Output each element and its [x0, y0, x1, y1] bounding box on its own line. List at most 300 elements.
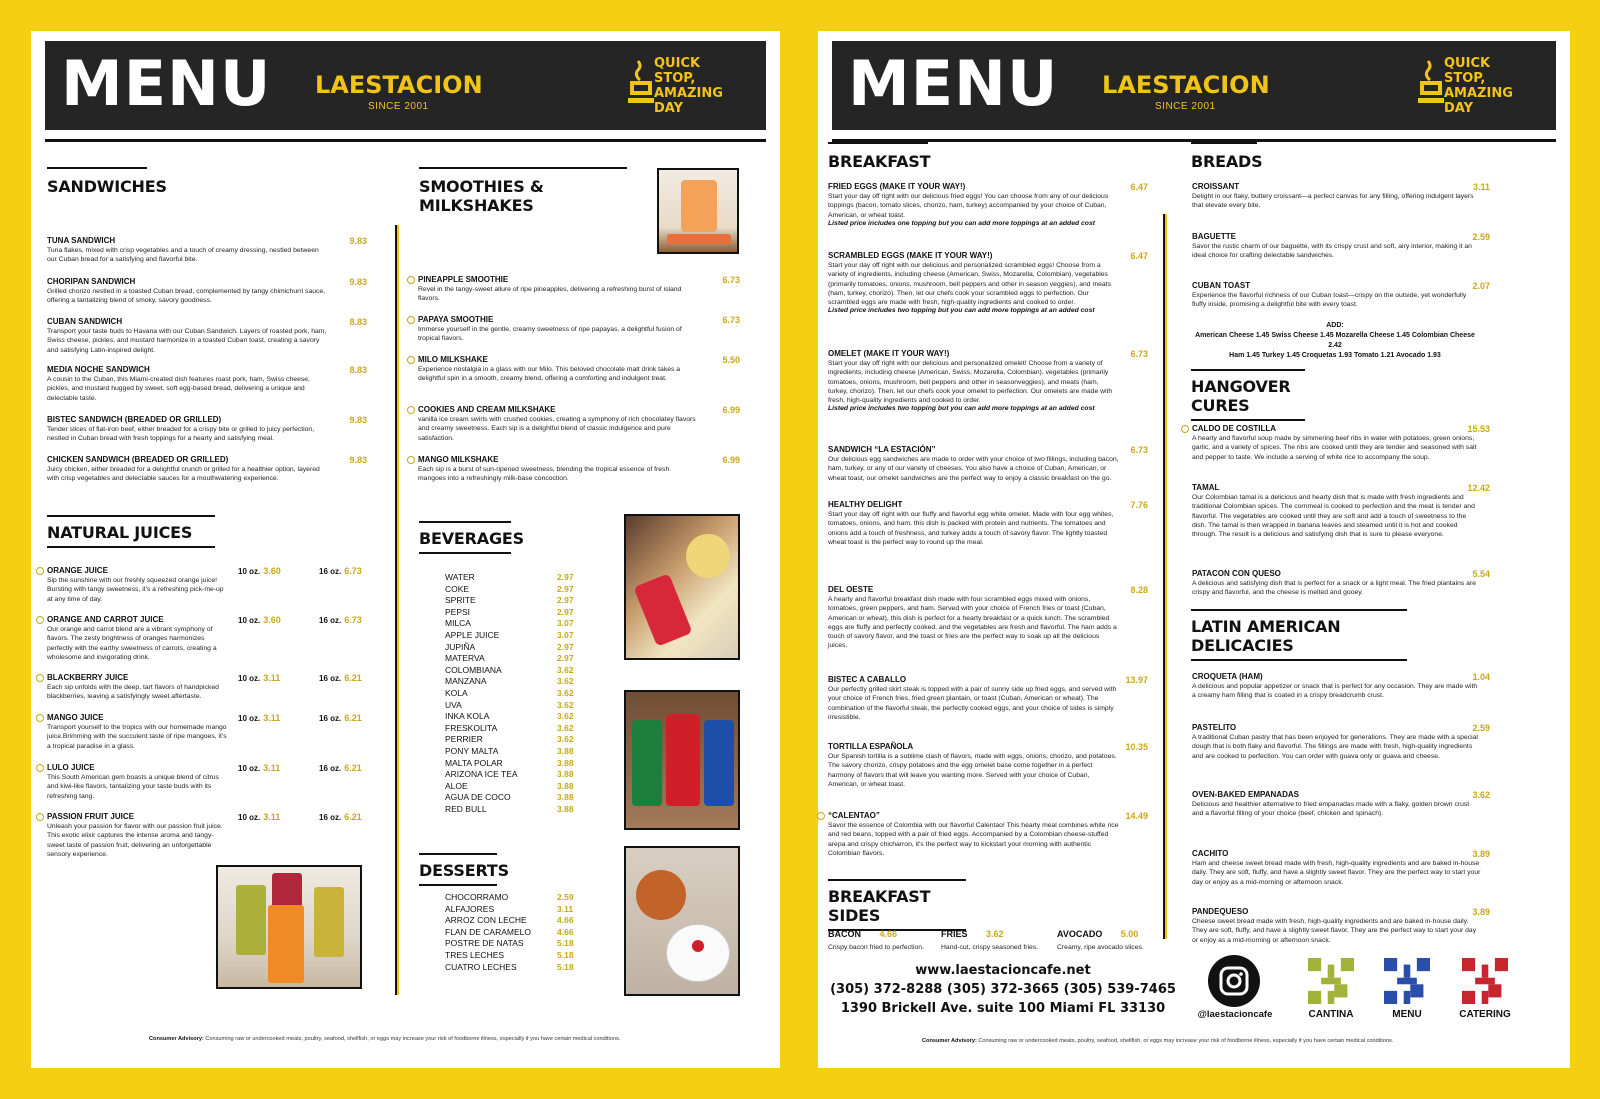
beverage-row [445, 711, 574, 723]
cup-logo-icon [1418, 59, 1444, 105]
bread-item [1192, 232, 1490, 261]
item-name: CUBAN SANDWICH [47, 317, 123, 326]
dessert-price: 2.59 [557, 892, 574, 902]
column-divider [395, 225, 399, 995]
breakfast-item [828, 182, 1148, 227]
item-name: CHORIPAN SANDWICH [47, 277, 136, 286]
section-breads [1191, 142, 1263, 172]
beverage-price: 2.97 [557, 606, 574, 617]
item-description: A hearty and flavorful soup made by simmering beef ribs in water with potatoes, green onions, garlic, and a variety of spices. The ribs are cooked until they are tender and seasoned with salt and pepper to taste. We include a serving of white rice to accompany the soup. [1192, 435, 1477, 461]
item-description: Unleash your passion for flavor with our passion fruit juice. This exotic elixir captures the intense aroma and tangy-sweet taste of passion fruit, delivering an unforgettable sensory experience. [47, 823, 223, 858]
latin-item [1192, 790, 1490, 819]
item-name: AVOCADO [1057, 929, 1103, 939]
item-description: Creamy, ripe avocado slices. [1057, 944, 1144, 951]
cup-logo-icon [407, 456, 415, 464]
item-description: Delicious and healthier alternative to fried empanadas made with a flaky, golden brown crust and a flavorful filling of your choice (beef, chicken and spinach). [1192, 801, 1470, 818]
item-name: DEL OESTE [828, 585, 874, 594]
item-price: 3.11 [1472, 182, 1490, 192]
beverage-name: JUPIÑA [445, 641, 476, 652]
beverage-row [445, 734, 574, 746]
item-name: MILO MILKSHAKE [418, 355, 488, 364]
smoothie-item [418, 455, 740, 484]
item-description: Grilled chorizo nestled in a toasted Cuban bread, complemented by tangy chimichurri sauce, offering a tantalizing blend of smoky, savory goodness. [47, 288, 326, 305]
item-description: Our perfectly grilled skirt steak is topped with a pair of sunny side up fried eggs, and served with your choice of French fries, fried green plantain, or toast (Cuban, American or wheat). The combination of the flavorful steak, the perfectly cooked eggs, and your choice of sides is simply irresistible. [828, 686, 1117, 721]
section-title: SMOOTHIES & MILKSHAKES [419, 167, 627, 215]
item-name: PAPAYA SMOOTHIE [418, 315, 494, 324]
beverage-row [445, 758, 574, 770]
item-name: FRIED EGGS (MAKE IT YOUR WAY!) [828, 182, 966, 191]
item-name: OVEN-BAKED EMPANADAS [1192, 790, 1299, 799]
item-price: 9.83 [349, 415, 367, 425]
item-price: 6.99 [722, 405, 740, 415]
beverage-price: 2.97 [557, 653, 574, 664]
juice-small-price: 10 oz. 3.11 [238, 812, 281, 822]
contact-info [818, 961, 1188, 1018]
dessert-name: CUATRO LECHES [445, 961, 517, 972]
item-description: A delicious and popular appetizer or snack that is perfect for any occasion. They are made with a creamy ham filling that is coated in a crispy breadcrumb crust. [1192, 683, 1478, 700]
cup-logo-icon [407, 356, 415, 364]
cup-logo-icon [36, 674, 44, 682]
smoothie-item [418, 355, 740, 384]
item-description: A hearty and flavorful breakfast dish made with four scrambled eggs mixed with onions, tomatoes, green peppers, and ham. Served with your choice of French fries or toast (Cuban, American or wheat), this dish is perfect for a hearty breakfast or a quick lunch. The scrambled eggs are fluffy and perfectly cooked, and the vegetables are fresh and flavorful. The ham adds a touch of savory flavor, and the toast or fries are the perfect way to soak up all the delicious juices. [828, 596, 1117, 650]
breakfast-item [828, 349, 1148, 412]
cup-logo-icon [36, 813, 44, 821]
smoothie-item [418, 405, 740, 443]
dessert-name: CHOCORRAMO [445, 892, 509, 902]
section-hangover [1191, 369, 1305, 421]
item-description: Ham and cheese sweet bread made with fresh, high-quality ingredients and are baked in-house daily. They are soft, fluffy, and have a slightly sweet flavor. They are the perfect way to start your day or enjoy as a mid-morning or afternoon snack. [1192, 860, 1481, 886]
breakfast-side-item [1057, 924, 1179, 952]
latin-item [1192, 672, 1490, 701]
phone-numbers: (305) 372-8288 (305) 372-3665 (305) 539-7465 [830, 982, 1176, 997]
item-name: LULO JUICE [47, 763, 95, 772]
juice-large-price: 16 oz. 6.21 [319, 812, 362, 822]
sandwich-item [47, 277, 367, 306]
item-description: Our delicious egg sandwiches are made to order with your choice of two fillings, including bacon, ham, turkey, or any of our variety of cheeses. You also have a choice of Cuban, American, or wheat toast, our omelet sandwiches are the perfect way to enjoy a classic breakfast on the go. [828, 456, 1119, 482]
dessert-row [445, 938, 574, 950]
juice-cups-photo [216, 865, 362, 989]
item-description: Tuna flakes, mixed with crisp vegetables and a touch of creamy dressing, nestled between our Cuban bread for a satisfying and flavorful bite. [47, 247, 319, 264]
beverage-name: KOLA [445, 687, 468, 698]
item-description: Revel in the tangy-sweet allure of ripe pineapples, delivering a refreshing burst of island flavors. [418, 286, 682, 303]
juice-item [47, 566, 227, 604]
breakfast-side-item [828, 924, 950, 952]
section-title: BREADS [1191, 142, 1257, 171]
menu-page-left [31, 31, 780, 1068]
qr-label-menu: MENU [1392, 1009, 1422, 1020]
section-desserts [419, 853, 509, 886]
beverage-row [445, 607, 574, 619]
item-name: COOKIES AND CREAM MILKSHAKE [418, 405, 556, 414]
item-note: Listed price includes two topping but you can add more toppings at an added cost [828, 405, 1095, 413]
section-juices [47, 515, 215, 548]
dessert-row [445, 892, 574, 904]
beverage-price: 3.88 [557, 792, 574, 803]
beverage-price: 3.88 [557, 769, 574, 780]
qr-label-catering: CATERING [1459, 1009, 1511, 1020]
breakfast-item [828, 500, 1148, 547]
slogan: QUICK STOP, AMAZING DAY [1444, 56, 1513, 116]
cup-logo-icon [36, 567, 44, 575]
item-name: FRIES [941, 929, 968, 939]
item-description: Sip the sunshine with our freshly squeezed orange juice! Bursting with tangy sweetness, it's a refreshing pick-me-up at any time of day. [47, 577, 224, 603]
breakfast-item [828, 742, 1148, 789]
cup-logo-icon [628, 59, 654, 105]
smoothie-item [418, 315, 740, 344]
item-name: TORTILLA ESPAÑOLA [828, 742, 914, 751]
breakfast-item [828, 585, 1148, 651]
item-name: CHICKEN SANDWICH (BREADED OR GRILLED) [47, 455, 229, 464]
sandwich-item [47, 365, 367, 403]
item-description: Hand-cut, crispy seasoned fries. [941, 944, 1039, 951]
beverage-price: 3.07 [557, 629, 574, 640]
item-price: 3.62 [985, 929, 1004, 939]
beverage-row [445, 595, 574, 607]
dessert-name: POSTRE DE NATAS [445, 938, 524, 949]
brand-logo: LAESTACION [1102, 71, 1270, 99]
beverage-name: UVA [445, 699, 462, 710]
section-latin [1191, 609, 1407, 661]
item-description: A delicious and satisfying dish that is perfect for a snack or a light meal. The fried plantains are crispy and flavorful, and the cheese is melted and gooey. [1192, 580, 1476, 597]
juice-small-price: 10 oz. 3.60 [238, 566, 281, 576]
cup-logo-icon [407, 276, 415, 284]
section-beverages [419, 521, 524, 554]
cup-logo-icon [407, 316, 415, 324]
section-title: BREAKFAST SIDES [828, 879, 966, 931]
beverage-name: FRESKOLITA [445, 722, 498, 733]
beverage-row [445, 769, 574, 781]
item-price: 6.73 [1130, 349, 1148, 359]
sandwich-item [47, 317, 367, 355]
item-name: BAGUETTE [1192, 232, 1236, 241]
item-price: 6.99 [722, 455, 740, 465]
item-name: “CALENTAO” [828, 811, 880, 820]
item-name: BISTEC SANDWICH (BREADED OR GRILLED) [47, 415, 222, 424]
beverage-row [445, 700, 574, 712]
item-name: MEDIA NOCHE SANDWICH [47, 365, 150, 374]
dessert-name: TRES LECHES [445, 949, 505, 960]
item-price: 3.62 [1472, 790, 1490, 800]
item-description: vanilla ice cream swirls with crushed cookies, creating a symphony of rich chocolatey flavors and creamy sweetness. Each sip is a delightful blend of classic indulgence and pure satisfaction. [418, 416, 696, 442]
item-description: Tender slices of flat-iron beef, either breaded for a crispy bite or grilled to juicy perfection, nestled in Cuban bread with fresh toppings for a hearty and satisfying meal. [47, 426, 315, 443]
dessert-row [445, 950, 574, 962]
beverage-row [445, 665, 574, 677]
dessert-price: 5.18 [557, 949, 574, 960]
beverage-price: 2.97 [557, 595, 574, 606]
qr-label-cantina: CANTINA [1308, 1009, 1354, 1020]
dessert-list [445, 892, 574, 973]
juice-item [47, 763, 227, 801]
address: 1390 Brickell Ave. suite 100 Miami FL 33130 [840, 1001, 1166, 1016]
instagram-handle[interactable]: @laestacioncafe [1197, 1009, 1273, 1020]
section-title: BEVERAGES [419, 521, 511, 554]
consumer-advisory: Consumer Advisory: Consuming raw or undercooked meats, poultry, seafood, shellfish, or eggs may increase your risk of foodborne illness, especially if you have certain medical conditions. [922, 1038, 1394, 1044]
juice-item [47, 812, 227, 859]
item-description: Start your day off right with our delicious fried eggs! You can choose from any of our delicious toppings (bacon, tomato slices, chorizo, ham, turkey) accompanied by your choice of Cuban, American, or wheat toast. [828, 193, 1109, 219]
item-description: Our orange and carrot blend are a vibrant symphony of flavors. The zesty brightness of oranges harmonizes perfectly with the earthy sweetness of carrots, creating a wholesome and invigorating drink. [47, 626, 217, 661]
desserts-photo [624, 846, 740, 996]
item-name: PANDEQUESO [1192, 907, 1249, 916]
beverage-row [445, 630, 574, 642]
since-label: SINCE 2001 [1155, 101, 1216, 112]
beverage-price: 2.97 [557, 641, 574, 652]
beverage-name: ALOE [445, 780, 468, 791]
dessert-name: ARROZ CON LECHE [445, 915, 527, 926]
dessert-row [445, 904, 574, 916]
cup-logo-icon [36, 616, 44, 624]
beverage-name: APPLE JUICE [445, 629, 500, 640]
beverage-row [445, 676, 574, 688]
beverage-price: 2.97 [557, 583, 574, 594]
item-price: 6.47 [1130, 251, 1148, 261]
sandwich-item [47, 415, 367, 444]
beverage-name: ARIZONA ICE TEA [445, 769, 518, 780]
item-name: BLACKBERRY JUICE [47, 673, 129, 682]
item-description: A traditional Cuban pastry that has been enjoyed for generations. They are made with a special dough that is both flaky and flavorful. The fillings are made with fresh, high-quality ingredients and are cooked to perfection. You can order with guava only or guava and cheese. [1192, 734, 1478, 760]
item-price: 13.97 [1125, 675, 1148, 685]
item-price: 6.73 [722, 275, 740, 285]
beverage-price: 2.97 [557, 572, 574, 582]
beverage-name: MALTA POLAR [445, 757, 503, 768]
juice-small-price: 10 oz. 3.11 [238, 763, 281, 773]
breakfast-side-item [941, 924, 1063, 952]
dessert-name: ALFAJORES [445, 903, 495, 914]
beverage-price: 3.88 [557, 757, 574, 768]
beverage-name: MATERVA [445, 653, 485, 664]
item-price: 8.28 [1130, 585, 1148, 595]
item-description: Immerse yourself in the gentle, creamy sweetness of ripe papayas, a delightful fusion of tropical flavors. [418, 326, 682, 343]
beverage-price: 3.62 [557, 722, 574, 733]
beverage-row [445, 572, 574, 584]
dessert-price: 4.66 [557, 915, 574, 926]
item-description: Savor the essence of Colombia with our flavorful Calentao! This hearty meal combines white rice and red beans, topped with a pair of fried eggs. Accompanied by a Colombian cheese-stuffed arepa and crispy chicharron, it's the perfect way to kickstart your morning with authentic Colombian flavors. [828, 822, 1119, 857]
item-name: PINEAPPLE SMOOTHIE [418, 275, 509, 284]
section-title: HANGOVER CURES [1191, 369, 1305, 421]
juice-large-price: 16 oz. 6.73 [319, 615, 362, 625]
menu-page-right [818, 31, 1570, 1068]
header-rule [45, 139, 766, 142]
latin-item [1192, 849, 1490, 887]
item-name: TUNA SANDWICH [47, 236, 116, 245]
dessert-price: 5.18 [557, 938, 574, 949]
item-price: 9.83 [349, 277, 367, 287]
item-name: CACHITO [1192, 849, 1229, 858]
section-smoothies [419, 167, 627, 216]
item-description: Start your day off right with our delicious and personalized omelet! Choose from a variety of ingredients, including cheese (American, Swiss, Mozarella, Colombian), vegetables (primarily tomatoes, onions, mushroom, bell peppers and other in seasonveggies), and meats (ham, turkey, chorizo). Then, let our chefs cook your omelet to perfection. Our omelets are made with fresh, high-quality ingredients and cooked to order. [828, 360, 1113, 405]
item-name: MANGO MILKSHAKE [418, 455, 499, 464]
beverage-name: PERRIER [445, 734, 483, 745]
beverage-row [445, 781, 574, 793]
juice-item [47, 673, 227, 702]
item-description: Each sip is a burst of sun-ripened sweetness, blending the tropical essence of fresh mangoes into a refreshingly milk-base concoction. [418, 466, 670, 483]
item-description: Our Colombian tamal is a delicious and hearty dish that is made with fresh ingredients and traditional Colombian spices. The cornmeal is cooked to perfection and the meat is tender and flavorful. The vegetables are cooked until they are soft and add a touch of sweetness to the dish. The tamal is then wrapped in banana leaves and steamed until it is hot and cooked through. The result is a delicious and satisfying dish that is sure to please everyone. [1192, 494, 1475, 539]
header-band [45, 41, 766, 130]
item-price: 9.83 [349, 236, 367, 246]
beverage-row [445, 746, 574, 758]
bread-item [1192, 182, 1490, 211]
dessert-price: 5.18 [557, 961, 574, 972]
cup-logo-icon [407, 406, 415, 414]
item-note: Listed price includes two topping but you can add more toppings at an added cost [828, 307, 1095, 315]
dessert-price: 4.66 [557, 926, 574, 937]
beverage-name: COLOMBIANA [445, 664, 502, 675]
item-price: 9.83 [349, 455, 367, 465]
item-description: Delight in our flaky, buttery croissant—a perfect canvas for any filling, offering indulgent layers that elevate every bite. [1192, 193, 1474, 210]
item-price: 5.50 [722, 355, 740, 365]
breakfast-item [828, 675, 1148, 722]
beverage-price: 3.88 [557, 745, 574, 756]
beverage-price: 3.07 [557, 618, 574, 629]
item-description: Juicy chicken, either breaded for a delightful crunch or grilled for a healthier option, layered with crisp vegetables and delectable sauces for a mouthwatering experience. [47, 466, 320, 483]
sandwich-item [47, 455, 367, 484]
item-name: SANDWICH “LA ESTACIÓN” [828, 445, 936, 454]
item-price: 5.00 [1120, 929, 1139, 939]
beverage-photo [624, 514, 740, 660]
juice-large-price: 16 oz. 6.21 [319, 713, 362, 723]
item-note: Listed price includes one topping but you can add more toppings at an added cost [828, 219, 1095, 227]
dessert-price: 3.11 [557, 903, 574, 914]
sandwich-item [47, 236, 367, 265]
item-description: Transport yourself to the tropics with our homemade mango juice.Brimming with the succulent taste of ripe mangoes, it's a tropical paradise in a glass. [47, 724, 227, 750]
beverage-name: COKE [445, 583, 470, 594]
beverage-row [445, 618, 574, 630]
hangover-item [1192, 483, 1490, 539]
item-name: PATACON CON QUESO [1192, 569, 1281, 578]
beverage-name: AGUA DE COCO [445, 792, 511, 803]
beverage-row [445, 584, 574, 596]
beverage-price: 3.62 [557, 734, 574, 745]
item-description: Our Spanish tortilla is a sublime clash of flavors, made with eggs, onions, chorizo, and potatoes. The savory chorizo, crispy potatoes and the egg omelet base come together in a perfect harmony of flavors that will leave you wanting more. Served with your choice of Cuban, American, or wheat toast. [828, 753, 1117, 788]
item-price: 6.73 [722, 315, 740, 325]
beverage-row [445, 723, 574, 735]
consumer-advisory: Consumer Advisory: Consuming raw or undercooked meats, poultry, seafood, shellfish, or eggs may increase your risk of foodborne illness, especially if you have certain medical conditions. [149, 1036, 621, 1042]
beverage-price: 3.62 [557, 676, 574, 687]
item-name: HEALTHY DELIGHT [828, 500, 903, 509]
cup-logo-icon [817, 812, 825, 820]
cup-logo-icon [36, 714, 44, 722]
qr-cantina-icon[interactable] [1308, 957, 1354, 1005]
item-name: OMELET (MAKE IT YOUR WAY!) [828, 349, 950, 358]
beverage-name: WATER [445, 572, 475, 582]
section-title: NATURAL JUICES [47, 515, 215, 548]
item-name: ORANGE AND CARROT JUICE [47, 615, 164, 624]
beverage-row [445, 642, 574, 654]
item-price: 1.04 [1472, 672, 1490, 682]
beverage-row [445, 804, 574, 816]
dessert-row [445, 962, 574, 974]
item-price: 5.54 [1472, 569, 1490, 579]
latin-item [1192, 723, 1490, 761]
item-price: 3.89 [1472, 849, 1490, 859]
item-description: This South American gem boasts a unique blend of citrus and kiwi-like flavors, tantalizing your taste buds with its refreshing tang. [47, 774, 219, 800]
juice-small-price: 10 oz. 3.11 [238, 713, 281, 723]
item-name: CUBAN TOAST [1192, 281, 1251, 290]
item-price: 15.53 [1467, 424, 1490, 434]
beverage-row [445, 688, 574, 700]
item-name: PASTELITO [1192, 723, 1237, 732]
item-name: BACON [828, 929, 861, 939]
juice-large-price: 16 oz. 6.21 [319, 763, 362, 773]
item-description: Experience the flavorful richness of our Cuban toast—crispy on the outside, yet wonderfully fluffy inside, promising a delightful bite with every toast. [1192, 292, 1467, 309]
item-description: Crispy bacon fried to perfection. [828, 944, 924, 951]
juice-large-price: 16 oz. 6.73 [319, 566, 362, 576]
item-description: Transport your taste buds to Havana with our Cuban Sandwich. Layers of roasted pork, ham, Swiss cheese, pickles, and mustard harmonize in a toasted Cuban toast, creating a savory and satisfying Latin-inspired delight. [47, 328, 327, 354]
dessert-row [445, 927, 574, 939]
beverage-row [445, 792, 574, 804]
qr-menu-icon[interactable] [1384, 957, 1430, 1005]
qr-catering-icon[interactable] [1462, 957, 1508, 1005]
item-name: CALDO DE COSTILLA [1192, 424, 1276, 433]
item-price: 8.83 [349, 365, 367, 375]
item-price: 8.83 [349, 317, 367, 327]
menu-title: MENU [61, 47, 272, 120]
beverage-price: 3.62 [557, 711, 574, 722]
juice-small-price: 10 oz. 3.11 [238, 673, 281, 683]
item-price: 10.35 [1125, 742, 1148, 752]
beverage-row [445, 653, 574, 665]
instagram-icon[interactable] [1208, 955, 1260, 1007]
item-name: CROISSANT [1192, 182, 1240, 191]
item-price: 6.73 [1130, 445, 1148, 455]
beverage-price: 3.62 [557, 687, 574, 698]
item-name: MANGO JUICE [47, 713, 104, 722]
section-title: BREAKFAST [828, 142, 928, 171]
dessert-row [445, 915, 574, 927]
section-title: LATIN AMERICAN DELICACIES [1191, 609, 1407, 661]
item-price: 2.59 [1472, 232, 1490, 242]
item-name: BISTEC A CABALLO [828, 675, 907, 684]
brand-logo: LAESTACION [315, 71, 483, 99]
juice-large-price: 16 oz. 6.21 [319, 673, 362, 683]
item-price: 6.47 [1130, 182, 1148, 192]
smoothie-item [418, 275, 740, 304]
beverage-list [445, 572, 574, 815]
item-description: Start your day off right with our delicious and personalized scrambled eggs! Choose from a variety of ingredients, including cheese (American, Swiss, Mozarella, Colombian), vegetables (primarily tomatoes, onions, mushroom, bell peppers and other in season veggies), and meats (ham, turkey, chorizo). Then, let our chefs cook your scrambled eggs to perfection. Our scrambled eggs are made with fresh, high-quality ingredients and cooked to order. [828, 262, 1111, 307]
sodas-photo [624, 690, 740, 830]
beverage-price: 3.62 [557, 664, 574, 675]
beverage-name: MANZANA [445, 676, 487, 687]
item-description: A cousin to the Cuban, this Miami-created dish features roast pork, ham, Swiss cheese, pickles, and mustard hugged by sweet, soft egg-based bread, delivering a unique and delectable taste. [47, 376, 310, 402]
item-name: TAMAL [1192, 483, 1220, 492]
bread-item [1192, 281, 1490, 310]
breakfast-item [828, 251, 1148, 314]
section-title: SANDWICHES [47, 167, 147, 196]
beverage-name: RED BULL [445, 803, 487, 814]
beverage-price: 3.62 [557, 699, 574, 710]
item-price: 2.59 [1472, 723, 1490, 733]
since-label: SINCE 2001 [368, 101, 429, 112]
item-price: 3.89 [1472, 907, 1490, 917]
item-description: Experience nostalgia in a glass with our Milo. This beloved chocolate malt drink takes a delightful spin in a smooth, creamy blend, offering a comforting and indulgent treat. [418, 366, 681, 383]
beverage-name: PONY MALTA [445, 745, 499, 756]
smoothie-photo [657, 168, 739, 254]
section-title: DESSERTS [419, 853, 497, 886]
hangover-item [1192, 424, 1490, 462]
beverage-name: SPRITE [445, 595, 476, 606]
website-link[interactable]: www.laestacioncafe.net [915, 963, 1091, 978]
item-description: Start your day off right with our fluffy and flavorful egg white omelet. Made with four egg whites, tomatoes, onions, and ham, this dish is packed with protein and nutrients. The tomatoes and onions add a touch of freshness, and turkey adds a touch of savory flavor. The lightly toasted wheat toast is the perfect way to round up the meal. [828, 511, 1114, 546]
breakfast-item [828, 445, 1148, 483]
beverage-name: INKA KOLA [445, 711, 490, 722]
section-sandwiches [47, 167, 167, 197]
juice-small-price: 10 oz. 3.60 [238, 615, 281, 625]
item-price: 2.07 [1472, 281, 1490, 291]
menu-title: MENU [848, 47, 1059, 120]
hangover-item [1192, 569, 1490, 598]
item-name: PASSION FRUIT JUICE [47, 812, 134, 821]
item-name: SCRAMBLED EGGS (MAKE IT YOUR WAY!) [828, 251, 993, 260]
cup-logo-icon [36, 764, 44, 772]
